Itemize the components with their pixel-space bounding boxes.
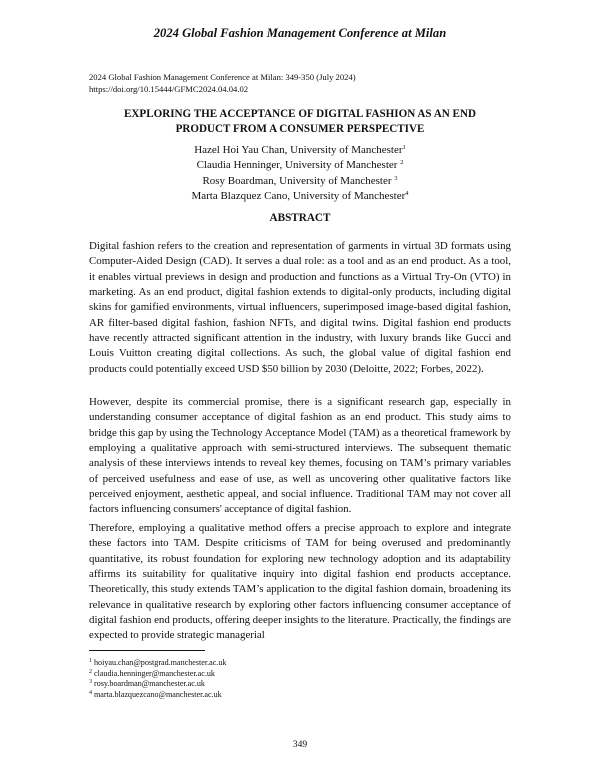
footnote (89, 658, 226, 669)
author-line (89, 143, 511, 158)
abstract-paragraph-3 (89, 521, 511, 644)
author-name: Hazel Hoi Yau Chan, University of Manchester (194, 144, 403, 156)
author-email-link[interactable]: marta.blazquezcano@manchester.ac.uk (94, 689, 222, 699)
conference-header: 2024 Global Fashion Management Conference at Milan (153, 26, 447, 40)
author-name: Rosy Boardman, University of Manchester (202, 174, 395, 187)
footnote-list (89, 658, 226, 700)
citation-block (89, 71, 356, 95)
author-list (89, 143, 511, 205)
paragraph-text: Digital fashion refers to the creation and representation of garments in virtual 3D formats using Computer-Aided Design (CAD). It serves a dual role: as a tool and as an end product. As a tool, it enables virtual previews in design and production and functions as a Virtual Try-On (VTO) in marketing. As an end product, digital fashion extends to digital-only products, including digital skins for gamified environments, virtual influencers, superimposed image-based digital fashion, AR filter-based digital fashion, fashion NFTs, and digital twins. Digital fashion end products have recently attracted significant attention in the industry, with luxury brands like Gucci and Louis Vuitton creating digital collections. As such, the global value of digital fashion end products could potentially exceed USD $50 billion by 2030 (Deloitte, 2022; Forbes, 2022). (89, 240, 511, 375)
paper-title (89, 107, 511, 137)
footnote-number: 4 (89, 689, 92, 696)
footnote (89, 690, 226, 701)
abstract-paragraph-1 (89, 239, 511, 377)
footnote-marker[interactable]: 2 (400, 159, 404, 167)
page-number: 349 (292, 739, 308, 750)
author-email-link[interactable]: hoiyau.chan@postgrad.manchester.ac.uk (94, 658, 227, 667)
author-name: Claudia Henninger, University of Manchester (196, 159, 401, 172)
citation-line: 2024 Global Fashion Management Conference at Milan: 349-350 (July 2024) (89, 72, 356, 82)
abstract-heading: ABSTRACT (269, 212, 331, 224)
author-line (89, 174, 511, 189)
footnote-number: 2 (89, 668, 92, 675)
author-line (89, 189, 511, 204)
footnote-marker[interactable]: 1 (402, 144, 406, 151)
abstract-paragraph-2 (89, 395, 511, 518)
footnote-number: 1 (89, 658, 92, 664)
paper-title-line-2: PRODUCT FROM A CONSUMER PERSPECTIVE (175, 123, 425, 135)
paragraph-text: Therefore, employing a qualitative method offers a precise approach to explore and integrate these factors into TAM. Despite criticisms of TAM for being overused and predominantly quantitative, its robust foundation for exploring new technology adoption and its adaptability affirms its suitability for qualitative inquiry into digital fashion end products acceptance. Theoretically, this study extends TAM’s application to the digital fashion domain, broadening its relevance in qualitative research by exploring other factors influencing consumer acceptance of digital fashion end products, offering deeper insights to the literature. Practically, the findings are expected to provide strategic managerial (89, 522, 511, 642)
footnote-number: 3 (89, 679, 92, 686)
author-line (89, 158, 511, 173)
author-name: Marta Blazquez Cano, University of Manchester (191, 190, 406, 203)
footnote (89, 679, 226, 690)
footnote-divider (89, 650, 205, 651)
author-email-link[interactable]: rosy.boardman@manchester.ac.uk (94, 679, 205, 689)
footnote-marker[interactable]: 4 (405, 190, 409, 198)
doi-link[interactable]: https://doi.org/10.15444/GFMC2024.04.04.02 (89, 84, 249, 94)
footnote (89, 669, 226, 680)
footnote-marker[interactable]: 3 (394, 174, 398, 182)
author-email-link[interactable]: claudia.henninger@manchester.ac.uk (94, 668, 215, 678)
paper-title-line-1: EXPLORING THE ACCEPTANCE OF DIGITAL FASHION AS AN END (124, 108, 476, 120)
paragraph-text: However, despite its commercial promise, there is a significant research gap, especially in understanding consumer acceptance of digital fashion as an end product. This study aims to bridge this gap by using the Technology Acceptance Model (TAM) as a theoretical framework by employing a qualitative approach with semi-structured interviews. The subsequent thematic analysis of these interviews intends to reveal key themes, focusing on TAM’s primary variables of perceived usefulness and ease of use, as well as uncovering other qualitative factors like perceived enjoyment, aesthetic appeal, and social influence. Traditional TAM may not cover all factors influencing consumers' acceptance of digital fashion. (89, 396, 511, 516)
